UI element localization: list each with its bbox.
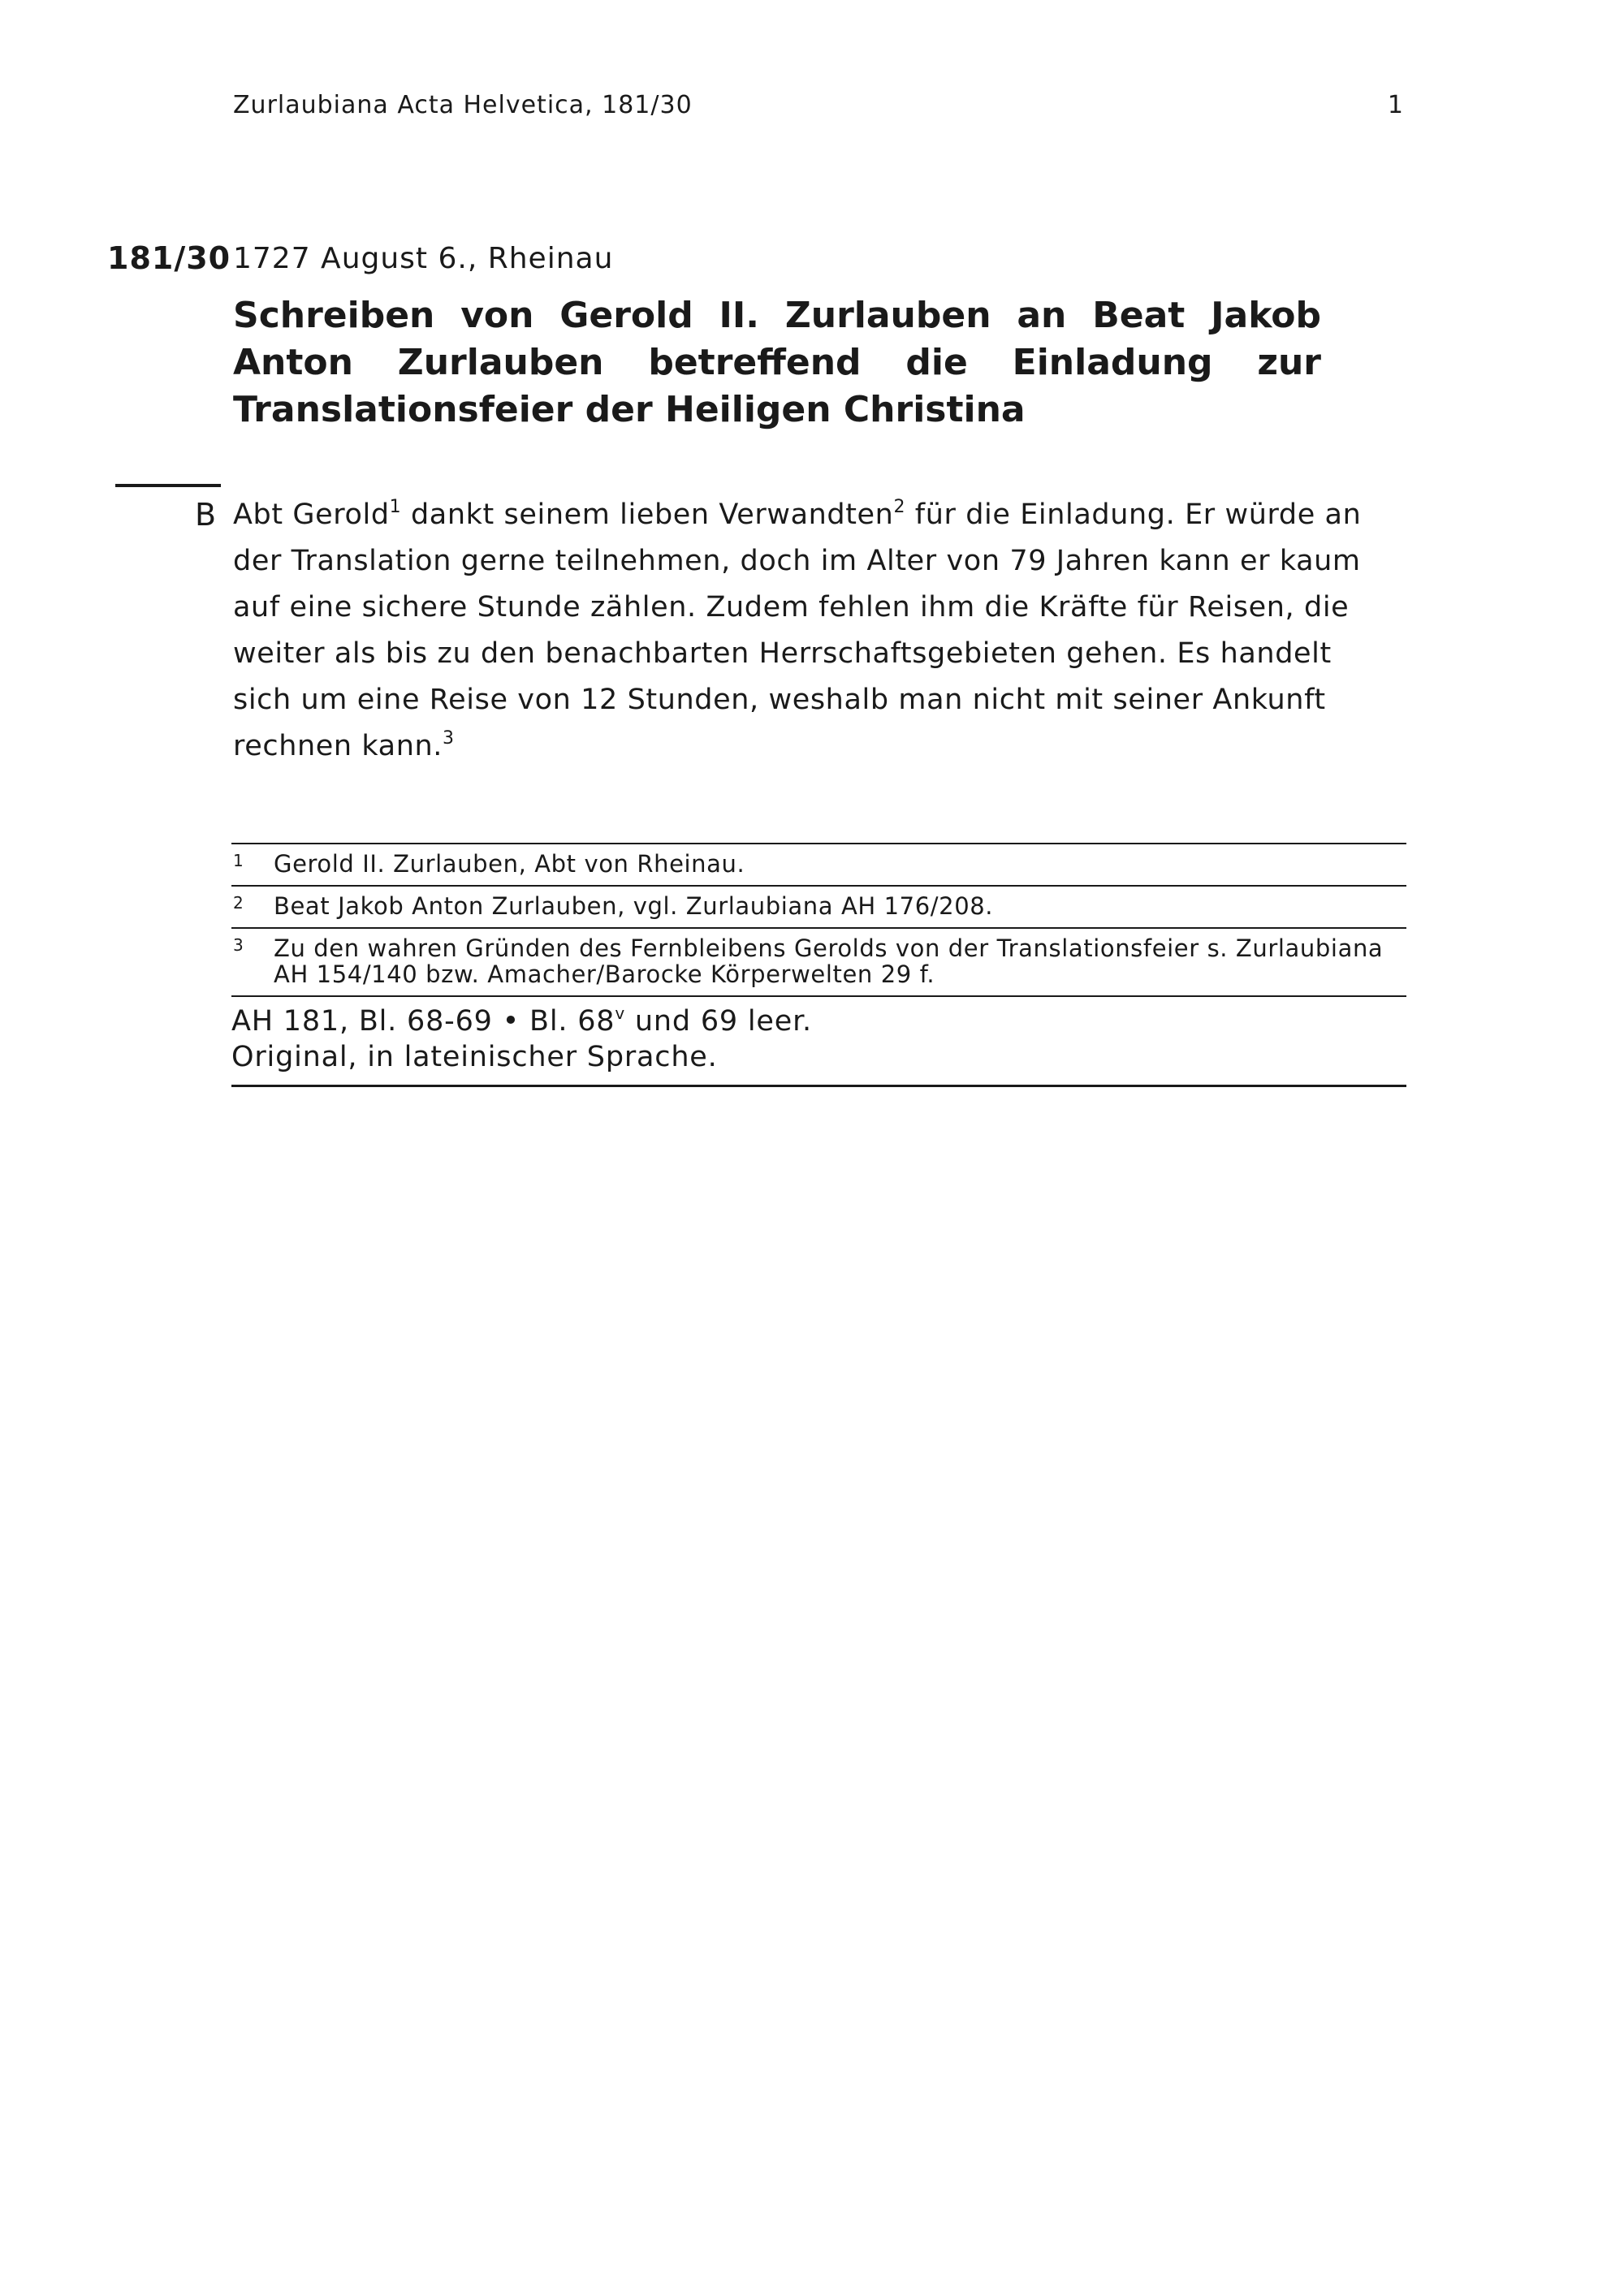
source-note (231, 995, 1406, 1087)
footnote (231, 843, 1406, 885)
footnote-mark: 2 (233, 893, 244, 913)
source-text: AH 181, Bl. 68-69 • Bl. 68 (231, 1005, 615, 1038)
footnotes (231, 843, 1406, 1087)
abstract-text: für die Einladung. Er würde an der Translation gerne teilnehmen, doch im Alter von 79 Jahren kann er kaum auf eine sichere Stunde zählen. Zudem fehlen ihm die Kräfte für Reisen, die weiter als bis zu den benachbarten Herrschaftsgebieten gehen. Es handelt sich um eine Reise von 12 Stunden, weshalb man nicht mit seiner Ankunft rechnen kann. (233, 498, 1362, 762)
footnote-mark: 1 (233, 851, 244, 870)
footnote-mark: 3 (233, 935, 244, 955)
footnote (231, 927, 1406, 995)
footnote-text: Gerold II. Zurlauben, Abt von Rheinau. (274, 850, 745, 878)
document-number: 181/30 (107, 240, 231, 276)
footnote (231, 885, 1406, 927)
source-line (231, 1003, 1406, 1039)
footnote-ref[interactable]: 3 (443, 728, 455, 749)
footnote-ref[interactable]: 1 (389, 497, 402, 517)
margin-letter: B (195, 497, 217, 533)
footnote-text: Zu den wahren Gründen des Fernbleibens Gerolds von der Translationsfeier s. Zurlaubiana AH 154/140 bzw. Amacher/Barocke Körperwelten 29 f. (274, 934, 1384, 988)
page-number: 1 (1387, 91, 1403, 119)
footnote-text: Beat Jakob Anton Zurlauben, vgl. Zurlaubiana AH 176/208. (274, 892, 994, 920)
abstract-paragraph (233, 492, 1394, 770)
document-date-place: 1727 August 6., Rheinau (233, 242, 614, 275)
source-line: Original, in lateinischer Sprache. (231, 1041, 718, 1073)
source-text: und 69 leer. (625, 1005, 812, 1038)
document-title: Schreiben von Gerold II. Zurlauben an Beat Jakob Anton Zurlauben betreffend die Einladung zur Translationsfeier der Heiligen Christina (233, 295, 1321, 430)
abstract-text: dankt seinem lieben Verwandten (401, 498, 894, 531)
margin-rule (115, 484, 221, 487)
verso-superscript: v (615, 1003, 625, 1023)
abstract-text: Abt Gerold (233, 498, 390, 531)
running-title: Zurlaubiana Acta Helvetica, 181/30 (233, 91, 693, 119)
footnote-ref[interactable]: 2 (893, 497, 906, 517)
